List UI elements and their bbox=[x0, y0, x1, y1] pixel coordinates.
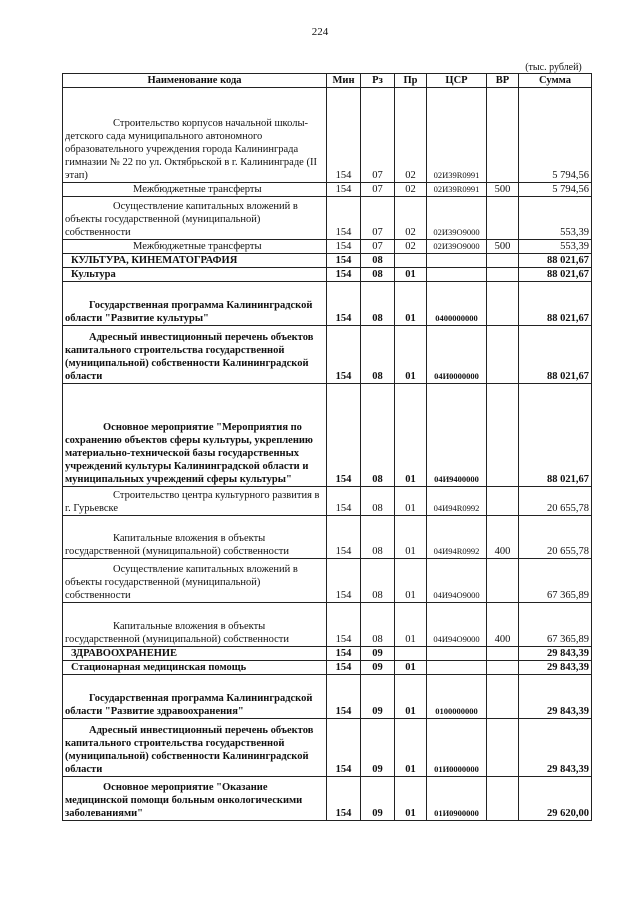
row-pr: 01 bbox=[395, 268, 427, 282]
row-name: Адресный инвестиционный перечень объектов капитального строительства государственной (муниципальной) собственности Калининградской области bbox=[63, 719, 327, 777]
row-rz: 08 bbox=[361, 559, 395, 603]
row-name: Межбюджетные трансферты bbox=[63, 240, 327, 254]
header-min: Мин bbox=[327, 74, 361, 88]
row-name: Капитальные вложения в объекты государственной (муниципальной) собственности bbox=[63, 603, 327, 647]
row-name: Государственная программа Калининградской области "Развитие культуры" bbox=[63, 282, 327, 326]
row-name: Основное мероприятие "Мероприятия по сохранению объектов сферы культуры, укреплению материально-технической базы государственных учреждений культуры Калининградской области и муниципальных учреждений сферы культуры" bbox=[63, 384, 327, 487]
row-csr: 04И94О9000 bbox=[427, 559, 487, 603]
row-pr: 01 bbox=[395, 487, 427, 516]
row-min: 154 bbox=[327, 197, 361, 240]
row-sum: 29 843,39 bbox=[519, 675, 592, 719]
row-rz: 09 bbox=[361, 675, 395, 719]
row-vr bbox=[487, 719, 519, 777]
row-csr: 01И0900000 bbox=[427, 777, 487, 821]
table-row bbox=[63, 777, 592, 821]
row-sum: 20 655,78 bbox=[519, 487, 592, 516]
row-pr: 01 bbox=[395, 516, 427, 559]
row-min: 154 bbox=[327, 254, 361, 268]
table-row bbox=[63, 559, 592, 603]
row-vr bbox=[487, 282, 519, 326]
row-name: Основное мероприятие "Оказание медицинской помощи больным онкологическими заболеваниями" bbox=[63, 777, 327, 821]
row-pr: 01 bbox=[395, 661, 427, 675]
row-csr: 04И94О9000 bbox=[427, 603, 487, 647]
row-vr bbox=[487, 675, 519, 719]
row-vr bbox=[487, 326, 519, 384]
header-csr: ЦСР bbox=[427, 74, 487, 88]
header-name: Наименование кода bbox=[63, 74, 327, 88]
row-csr: 01И0000000 bbox=[427, 719, 487, 777]
table-row bbox=[63, 647, 592, 661]
row-sum: 88 021,67 bbox=[519, 254, 592, 268]
row-sum: 67 365,89 bbox=[519, 603, 592, 647]
header-sum: Сумма bbox=[519, 74, 592, 88]
row-pr: 01 bbox=[395, 559, 427, 603]
row-name: Государственная программа Калининградской области "Развитие здравоохранения" bbox=[63, 675, 327, 719]
row-min: 154 bbox=[327, 384, 361, 487]
row-sum: 29 843,39 bbox=[519, 719, 592, 777]
row-pr: 01 bbox=[395, 675, 427, 719]
row-rz: 09 bbox=[361, 661, 395, 675]
row-pr: 02 bbox=[395, 197, 427, 240]
row-min: 154 bbox=[327, 777, 361, 821]
row-vr bbox=[487, 384, 519, 487]
row-csr: 02И39R0991 bbox=[427, 88, 487, 183]
table-row bbox=[63, 240, 592, 254]
row-sum: 67 365,89 bbox=[519, 559, 592, 603]
row-vr bbox=[487, 254, 519, 268]
row-vr bbox=[487, 661, 519, 675]
units-label: (тыс. рублей) bbox=[525, 62, 582, 73]
row-pr: 01 bbox=[395, 719, 427, 777]
row-sum: 88 021,67 bbox=[519, 384, 592, 487]
row-vr: 500 bbox=[487, 240, 519, 254]
row-sum: 29 843,39 bbox=[519, 647, 592, 661]
row-csr: 04И94R0992 bbox=[427, 487, 487, 516]
row-name: ЗДРАВООХРАНЕНИЕ bbox=[63, 647, 327, 661]
row-vr bbox=[487, 777, 519, 821]
row-sum: 5 794,56 bbox=[519, 183, 592, 197]
row-csr bbox=[427, 661, 487, 675]
row-min: 154 bbox=[327, 183, 361, 197]
row-name: Адресный инвестиционный перечень объектов капитального строительства государственной (муниципальной) собственности Калининградской области bbox=[63, 326, 327, 384]
row-pr: 02 bbox=[395, 88, 427, 183]
row-csr bbox=[427, 647, 487, 661]
row-min: 154 bbox=[327, 603, 361, 647]
table-row bbox=[63, 326, 592, 384]
row-min: 154 bbox=[327, 559, 361, 603]
row-sum: 88 021,67 bbox=[519, 282, 592, 326]
header-rz: Рз bbox=[361, 74, 395, 88]
row-vr: 500 bbox=[487, 183, 519, 197]
row-min: 154 bbox=[327, 282, 361, 326]
row-name: Культура bbox=[63, 268, 327, 282]
header-row bbox=[63, 74, 592, 88]
row-sum: 553,39 bbox=[519, 197, 592, 240]
row-min: 154 bbox=[327, 240, 361, 254]
table-row bbox=[63, 661, 592, 675]
row-pr: 02 bbox=[395, 183, 427, 197]
row-csr: 02И39R0991 bbox=[427, 183, 487, 197]
table-row bbox=[63, 88, 592, 183]
row-pr: 01 bbox=[395, 777, 427, 821]
row-csr bbox=[427, 268, 487, 282]
table-row bbox=[63, 183, 592, 197]
row-rz: 08 bbox=[361, 487, 395, 516]
table-row bbox=[63, 719, 592, 777]
row-rz: 08 bbox=[361, 516, 395, 559]
table-row bbox=[63, 516, 592, 559]
row-pr: 01 bbox=[395, 603, 427, 647]
row-rz: 07 bbox=[361, 197, 395, 240]
row-rz: 08 bbox=[361, 268, 395, 282]
row-name: Осуществление капитальных вложений в объекты государственной (муниципальной) собственности bbox=[63, 197, 327, 240]
table-row bbox=[63, 675, 592, 719]
row-name: Строительство центра культурного развития в г. Гурьевске bbox=[63, 487, 327, 516]
header-vr: ВР bbox=[487, 74, 519, 88]
row-min: 154 bbox=[327, 516, 361, 559]
row-name: КУЛЬТУРА, КИНЕМАТОГРАФИЯ bbox=[63, 254, 327, 268]
table-row bbox=[63, 603, 592, 647]
row-csr: 04И0000000 bbox=[427, 326, 487, 384]
row-vr bbox=[487, 487, 519, 516]
row-min: 154 bbox=[327, 675, 361, 719]
row-pr bbox=[395, 254, 427, 268]
table-row bbox=[63, 282, 592, 326]
row-csr bbox=[427, 254, 487, 268]
row-vr: 400 bbox=[487, 603, 519, 647]
row-sum: 20 655,78 bbox=[519, 516, 592, 559]
table-row bbox=[63, 254, 592, 268]
row-rz: 09 bbox=[361, 647, 395, 661]
table-row bbox=[63, 384, 592, 487]
row-rz: 07 bbox=[361, 183, 395, 197]
row-csr: 0400000000 bbox=[427, 282, 487, 326]
row-csr: 04И9400000 bbox=[427, 384, 487, 487]
row-csr: 04И94R0992 bbox=[427, 516, 487, 559]
row-rz: 09 bbox=[361, 777, 395, 821]
row-min: 154 bbox=[327, 268, 361, 282]
row-min: 154 bbox=[327, 661, 361, 675]
row-csr: 02И39О9000 bbox=[427, 240, 487, 254]
row-pr: 01 bbox=[395, 326, 427, 384]
table-row bbox=[63, 197, 592, 240]
row-rz: 08 bbox=[361, 384, 395, 487]
row-sum: 88 021,67 bbox=[519, 268, 592, 282]
row-sum: 29 843,39 bbox=[519, 661, 592, 675]
row-csr: 0100000000 bbox=[427, 675, 487, 719]
row-rz: 08 bbox=[361, 326, 395, 384]
row-rz: 07 bbox=[361, 88, 395, 183]
row-vr bbox=[487, 268, 519, 282]
row-min: 154 bbox=[327, 88, 361, 183]
row-min: 154 bbox=[327, 326, 361, 384]
row-vr bbox=[487, 197, 519, 240]
row-vr bbox=[487, 559, 519, 603]
row-min: 154 bbox=[327, 487, 361, 516]
row-sum: 88 021,67 bbox=[519, 326, 592, 384]
row-name: Строительство корпусов начальной школы-детского сада муниципального автономного образовательного учреждения города Калининграда гимназии № 22 по ул. Октябрьской в г. Калининграде (II этап) bbox=[63, 88, 327, 183]
page-number: 224 bbox=[311, 26, 329, 38]
header-pr: Пр bbox=[395, 74, 427, 88]
row-min: 154 bbox=[327, 647, 361, 661]
row-rz: 09 bbox=[361, 719, 395, 777]
row-name: Стационарная медицинская помощь bbox=[63, 661, 327, 675]
row-sum: 553,39 bbox=[519, 240, 592, 254]
row-pr: 02 bbox=[395, 240, 427, 254]
row-vr bbox=[487, 647, 519, 661]
row-pr: 01 bbox=[395, 384, 427, 487]
row-pr: 01 bbox=[395, 282, 427, 326]
row-name: Капитальные вложения в объекты государственной (муниципальной) собственности bbox=[63, 516, 327, 559]
row-vr: 400 bbox=[487, 516, 519, 559]
row-sum: 5 794,56 bbox=[519, 88, 592, 183]
row-vr bbox=[487, 88, 519, 183]
row-name: Осуществление капитальных вложений в объекты государственной (муниципальной) собственности bbox=[63, 559, 327, 603]
row-name: Межбюджетные трансферты bbox=[63, 183, 327, 197]
row-pr bbox=[395, 647, 427, 661]
row-rz: 08 bbox=[361, 254, 395, 268]
table-row bbox=[63, 487, 592, 516]
table-row bbox=[63, 268, 592, 282]
row-rz: 08 bbox=[361, 282, 395, 326]
row-min: 154 bbox=[327, 719, 361, 777]
row-sum: 29 620,00 bbox=[519, 777, 592, 821]
budget-table bbox=[62, 73, 592, 821]
row-rz: 08 bbox=[361, 603, 395, 647]
row-rz: 07 bbox=[361, 240, 395, 254]
row-csr: 02И39О9000 bbox=[427, 197, 487, 240]
